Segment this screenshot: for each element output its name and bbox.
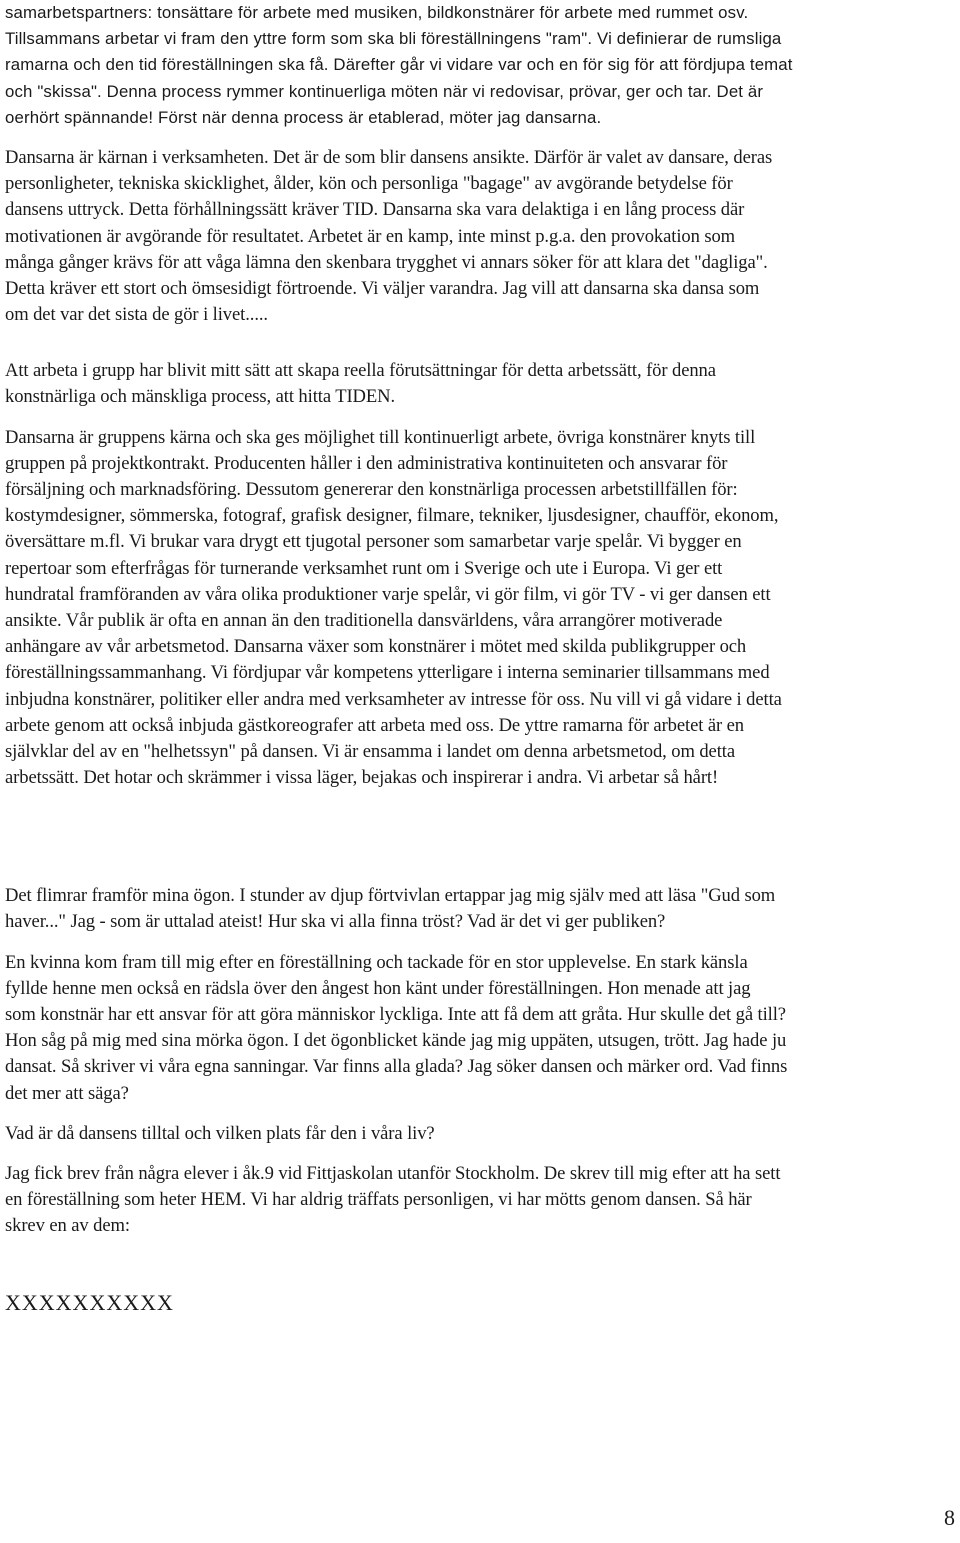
text-line: Tillsammans arbetar vi fram den yttre form som ska bli föreställningens "ram". Vi definierar de rumsliga — [5, 29, 782, 49]
text-line: fyllde henne men också en rädsla över den ångest hon känt under föreställningen. Hon menade att jag — [5, 977, 751, 999]
text-line: och "skissa". Denna process rymmer kontinuerliga möten när vi redovisar, prövar, ger och tar. Det är — [5, 81, 764, 101]
paragraph-collaboration — [5, 0, 957, 131]
text-line: ramarna och den tid föreställningen ska få. Därefter går vi vidare var och en för sig för att fördjupa temat — [5, 55, 793, 75]
paragraph-woman — [5, 950, 957, 1107]
text-line: Det flimrar framför mina ögon. I stunder av djup förtvivlan ertappar jag mig själv med att läsa "Gud som — [5, 885, 776, 907]
text-line: många gånger krävs för att våga lämna den skenbara trygghet vi annars söker för att klara det "dagliga". — [5, 251, 768, 273]
paragraph-flicker — [5, 883, 957, 935]
page-number: 8 — [944, 1505, 955, 1530]
paragraph-question — [5, 1121, 957, 1147]
text-line: haver..." Jag - som är uttalad ateist! Hur ska vi alla finna tröst? Vad är det vi ger publiken? — [5, 911, 666, 933]
paragraph-group-core — [5, 425, 957, 792]
text-line: Jag fick brev från några elever i åk.9 vid Fittjaskolan utanför Stockholm. De skrev till mig efter att ha sett — [5, 1162, 781, 1184]
text-line: översättare m.fl. Vi brukar vara drygt ett tjugotal personer som samarbetar varje spelår. Vi bygger en — [5, 531, 742, 553]
text-line: arbete genom att också inbjuda gästkoreografer att arbeta med oss. De yttre ramarna för arbetet är en — [5, 714, 744, 736]
text-line: inbjudna konstnärer, politiker eller andra med verksamheter av intresse för oss. Nu vill vi gå vidare i detta — [5, 688, 782, 710]
text-line: gruppen på projektkontrakt. Producenten håller i den administrativa kontinuiteten och ansvarar för — [5, 452, 728, 474]
text-line: dansat. Så skriver vi våra egna sanningar. Var finns alla glada? Jag söker dansen och märker ord. Vad finns — [5, 1056, 788, 1078]
text-line: En kvinna kom fram till mig efter en föreställning och tackade för en stor upplevelse. En stark känsla — [5, 951, 748, 973]
text-line: självklar del av en "helhetssyn" på dansen. Vi är ensamma i landet om denna arbetsmetod, om detta — [5, 740, 735, 762]
text-line: Dansarna är gruppens kärna och ska ges möjlighet till kontinuerligt arbete, övriga konstnärer knyts till — [5, 426, 756, 448]
text-line: samarbetspartners: tonsättare för arbete med musiken, bildkonstnärer för arbete med rummet osv. — [5, 3, 749, 22]
paragraph-dancers — [5, 145, 957, 328]
text-line: Vad är då dansens tilltal och vilken plats får den i våra liv? — [5, 1122, 435, 1144]
text-line: anhängare av vår arbetsmetod. Dansarna växer som konstnärer i mötet med skilda publikgrupper och — [5, 636, 747, 658]
text-line: repertoar som efterfrågas för turnerande verksamhet runt om i Sverige och ute i Europa. Vi ger ett — [5, 557, 723, 579]
paragraph-group-work — [5, 358, 957, 410]
text-line: föreställningssammanhang. Vi fördjupar vår kompetens ytterligare i interna seminarier tillsammans med — [5, 662, 770, 684]
text-line: dansens uttryck. Detta förhållningssätt kräver TID. Dansarna ska vara delaktiga i en lång process där — [5, 199, 745, 221]
paragraph-letters — [5, 1161, 957, 1240]
text-line: Hon såg på mig med sina mörka ögon. I det ögonblicket kände jag mig uppäten, utsugen, trött. Jag hade ju — [5, 1030, 787, 1052]
text-line: en föreställning som heter HEM. Vi har aldrig träffats personligen, vi har mötts genom dansen. Så här — [5, 1189, 752, 1211]
document-page — [5, 0, 957, 1316]
text-line: kostymdesigner, sömmerska, fotograf, grafisk designer, filmare, tekniker, ljusdesigner, chaufför, ekonom, — [5, 505, 779, 527]
text-line: motivationen är avgörande för resultatet. Arbetet är en kamp, inte minst p.g.a. den provokation som — [5, 225, 736, 247]
text-line: ansikte. Vår publik är ofta en annan än den traditionella dansvärldens, våra arrangörer motiverade — [5, 609, 723, 631]
text-line: personligheter, tekniska skicklighet, ålder, kön och personliga "bagage" av avgörande betydelse för — [5, 173, 733, 195]
text-line: som konstnär har ett ansvar för att göra människor lyckliga. Inte att få dem att gråta. Hur skulle det gå till? — [5, 1004, 786, 1025]
text-line: Detta kräver ett stort och ömsesidigt förtroende. Vi väljer varandra. Jag vill att dansarna ska dansa som — [5, 277, 760, 299]
text-line: det mer att säga? — [5, 1082, 129, 1104]
text-line: om det var det sista de gör i livet..... — [5, 304, 268, 326]
text-line: Att arbeta i grupp har blivit mitt sätt att skapa reella förutsättningar för detta arbetssätt, för denna — [5, 360, 716, 382]
text-line: hundratal framföranden av våra olika produktioner varje spelår, vi gör film, vi gör TV - vi ger dansen ett — [5, 583, 771, 605]
text-line: konstnärliga och mänskliga process, att hitta TIDEN. — [5, 386, 395, 408]
text-line: arbetssätt. Det hotar och skrämmer i vissa läger, bejakas och inspirerar i andra. Vi arbetar så hårt! — [5, 767, 719, 789]
text-line: Dansarna är kärnan i verksamheten. Det är de som blir dansens ansikte. Därför är valet av dansare, deras — [5, 146, 773, 168]
text-line: försäljning och marknadsföring. Dessutom genererar den konstnärliga processen arbetstillfällen för: — [5, 479, 738, 500]
signature-placeholder: XXXXXXXXXX — [5, 1289, 174, 1315]
text-line: skrev en av dem: — [5, 1215, 130, 1237]
text-line: oerhört spännande! Först när denna process är etablerad, möter jag dansarna. — [5, 107, 602, 127]
